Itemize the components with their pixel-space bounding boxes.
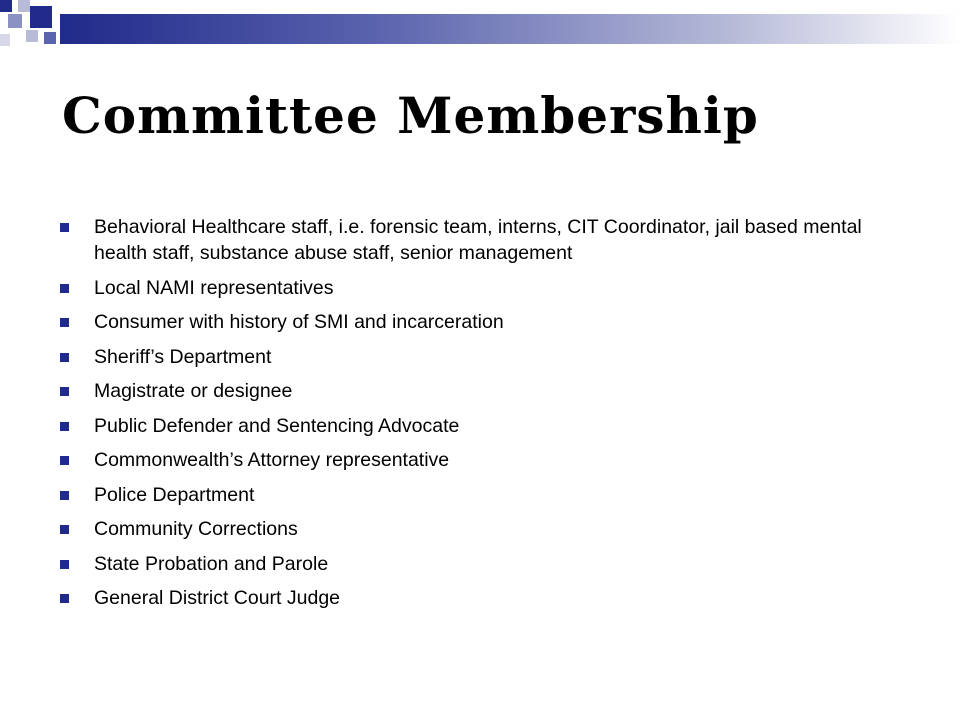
list-item-text: Sheriff’s Department (94, 345, 272, 368)
list-item-text: General District Court Judge (94, 587, 341, 609)
deco-square (44, 32, 56, 44)
list-item-text: Commonwealth’s Attorney representative (94, 449, 450, 471)
square-bullet-icon (60, 422, 69, 431)
list-item (60, 309, 870, 335)
square-bullet-icon (60, 491, 69, 500)
list-item (60, 516, 870, 542)
list-item (60, 585, 870, 611)
square-bullet-icon (60, 387, 69, 396)
list-item-text: Public Defender and Sentencing Advocate (94, 414, 460, 437)
square-bullet-icon (60, 560, 69, 569)
list-item (60, 413, 870, 439)
square-bullet-icon (60, 594, 69, 603)
list-item (60, 344, 870, 370)
list-item-text: State Probation and Parole (94, 552, 329, 575)
list-item (60, 447, 870, 473)
deco-square (0, 0, 12, 12)
square-bullet-icon (60, 456, 69, 465)
square-bullet-icon (60, 525, 69, 534)
square-bullet-icon (60, 223, 69, 232)
deco-square (18, 0, 30, 12)
square-bullet-icon (60, 318, 69, 327)
title-gradient-bar (60, 14, 960, 44)
deco-square (26, 30, 38, 42)
deco-square (0, 34, 10, 46)
list-item (60, 482, 870, 508)
list-item-text: Consumer with history of SMI and incarceration (94, 311, 504, 333)
list-item-text: Magistrate or designee (94, 380, 293, 402)
list-item (60, 551, 870, 577)
list-item-text: Behavioral Healthcare staff, i.e. forensic team, interns, CIT Coordinator, jail based mental health staff, substance abuse staff, senior management (94, 216, 862, 264)
list-item (60, 214, 870, 266)
list-item (60, 275, 870, 301)
list-item (60, 378, 870, 404)
square-bullet-icon (60, 284, 69, 293)
list-item-text: Local NAMI representatives (94, 276, 334, 299)
square-bullet-icon (60, 353, 69, 362)
bullet-list (60, 214, 870, 620)
list-item-text: Police Department (94, 483, 255, 506)
deco-square (30, 6, 52, 28)
slide-title: Committee Membership (62, 86, 759, 145)
list-item-text: Community Corrections (94, 518, 298, 540)
deco-square (8, 14, 22, 28)
